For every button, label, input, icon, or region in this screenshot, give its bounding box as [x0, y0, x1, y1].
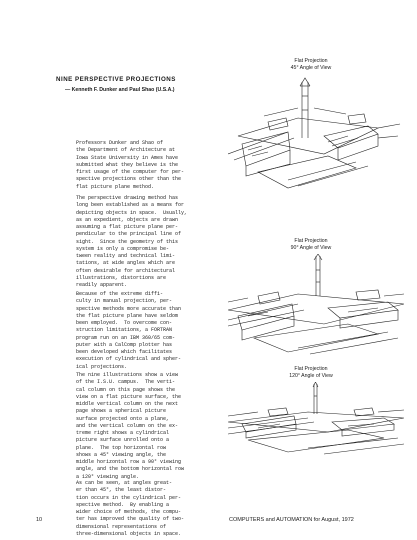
figure-angle-label: 120° Angle of View: [289, 372, 333, 379]
journal-footer: COMPUTERS and AUTOMATION for August, 1972: [229, 517, 354, 523]
figure-projection-label: Flat Projection: [294, 58, 328, 64]
figure-caption-120: [256, 366, 366, 379]
figure-projection-label: Flat Projection: [294, 238, 328, 244]
campus-perspective-drawing-45: [228, 76, 404, 196]
article-title: NINE PERSPECTIVE PROJECTIONS: [56, 76, 176, 83]
paragraph-method: The perspective drawing method has long been established as a means for depicting objects in space. Usually, as an expedient, objects are drawn assuming a flat picture plane per- pendicular to the principal line of sight. Since the geometry of this system is only a compromise be- tween reality and technical limi- tations, at wide angles which are often desirable for architectural illustrations, distortions are readily apparent.: [76, 195, 188, 288]
figure-angle-label: 90° Angle of View: [290, 244, 332, 251]
figure-caption-45: [256, 58, 366, 71]
paragraph-fortran: Because of the extreme diffi- culty in manual projection, per- spective methods more accurate than the flat picture plane have seldom been employed. To overcome con- struction limitations, a FORTRAN program run on an IBM 360/65 com- puter with a CalComp plotter has been developed which facilitates execution of cylindrical and spher- ical projections.: [76, 291, 182, 370]
page-number: 10: [36, 517, 43, 523]
paragraph-conclusion: As can be seen, at angles great- er than 45°, the least distor- tion occurs in the cylindrical per- spective method. By enabling a wider choice of methods, the compu- ter has improved the quality of two- dimensional representations of three-dimensional objects in space.: [76, 480, 185, 537]
figure-caption-90: [256, 238, 366, 251]
campus-perspective-drawing-120: [228, 382, 404, 458]
article-byline: — Kenneth F. Dunker and Paul Shao (U.S.A.): [65, 87, 175, 93]
figure-projection-label: Flat Projection: [294, 366, 328, 372]
figure-angle-label: 45° Angle of View: [290, 64, 332, 71]
paragraph-illustrations: The nine illustrations show a view of the I.S.U. campus. The verti- cal column on this page shows the view on a flat picture surface, the middle vertical column on the next page shows a spherical picture surface projected onto a plane, and the vertical column on the ex- treme right shows a cylindrical picture surface unrolled onto a plane. The top horizontal row shows a 45° viewing angle, the middle horizontal row a 90° viewing angle, and the bottom horizontal row a 120° viewing angle.: [76, 372, 185, 480]
paragraph-intro: Professors Dunker and Shao of the Department of Architecture at Iowa State University in Ames have submitted what they believe is the first usage of the computer for per- spective projections other than the flat picture plane method.: [76, 140, 185, 190]
campus-perspective-drawing-90: [228, 254, 404, 359]
